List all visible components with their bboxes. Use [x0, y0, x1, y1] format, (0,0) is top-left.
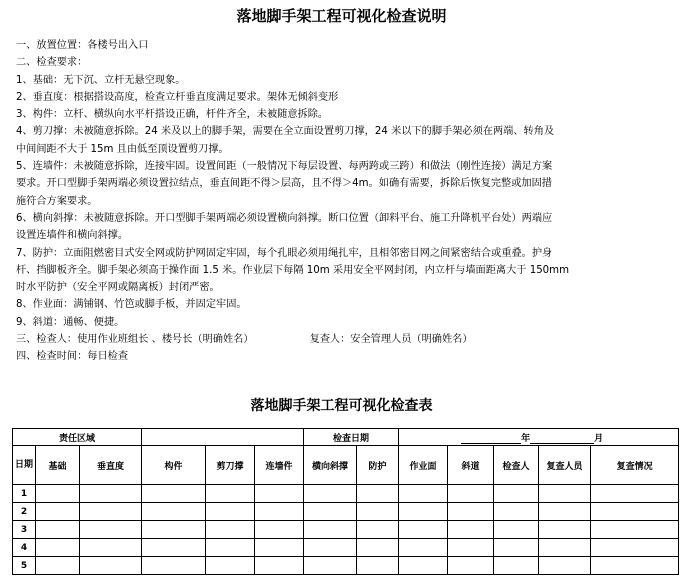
- table-cell[interactable]: [494, 539, 539, 557]
- table-cell[interactable]: [255, 557, 304, 575]
- column-header-row: [13, 446, 679, 485]
- column-header: 复查人员: [539, 446, 591, 485]
- text-line: 8、作业面：满铺钢、竹笆或脚手板，并固定牢固。: [16, 299, 247, 311]
- table-cell[interactable]: [448, 503, 494, 521]
- table-cell[interactable]: [494, 503, 539, 521]
- text-line: 中间间距不大于 15m 且由低至顶设置剪刀撑。: [16, 143, 229, 155]
- column-header: 防护: [357, 446, 399, 485]
- table-cell[interactable]: [591, 539, 679, 557]
- column-header: 斜道: [448, 446, 494, 485]
- table-cell[interactable]: [591, 557, 679, 575]
- year-blank[interactable]: [461, 433, 521, 444]
- table-cell[interactable]: [36, 539, 80, 557]
- date-label: 检查日期: [304, 429, 399, 446]
- table-cell[interactable]: [206, 503, 255, 521]
- text-line: 施符合方案要求。: [16, 195, 98, 207]
- table-cell[interactable]: [357, 503, 399, 521]
- table-row: [13, 521, 679, 539]
- text-line: 设置连墙件和横向斜撑。: [16, 230, 129, 242]
- table-cell[interactable]: [255, 485, 304, 503]
- table-cell[interactable]: [357, 485, 399, 503]
- area-label: 责任区域: [13, 429, 142, 446]
- column-header: 横向斜撑: [304, 446, 357, 485]
- inspection-table: [12, 428, 679, 575]
- table-cell[interactable]: [255, 521, 304, 539]
- table-cell[interactable]: [399, 503, 448, 521]
- table-cell[interactable]: [304, 521, 357, 539]
- table-row: [13, 503, 679, 521]
- table-cell[interactable]: [255, 539, 304, 557]
- table-cell[interactable]: [142, 485, 206, 503]
- column-header: 检查人: [494, 446, 539, 485]
- table-cell[interactable]: [80, 503, 142, 521]
- inspector-text: 三、检查人：使用作业班组长 、楼号长（明确姓名）: [16, 334, 254, 346]
- table-cell[interactable]: [142, 539, 206, 557]
- column-header: 构件: [142, 446, 206, 485]
- table-cell[interactable]: [206, 539, 255, 557]
- day-header: 日期: [13, 446, 36, 485]
- table-cell[interactable]: [142, 521, 206, 539]
- table-cell[interactable]: [36, 557, 80, 575]
- table-cell[interactable]: [357, 539, 399, 557]
- column-header: 复查情况: [591, 446, 679, 485]
- table-cell[interactable]: [357, 557, 399, 575]
- column-header: 剪刀撑: [206, 446, 255, 485]
- table-cell[interactable]: [539, 557, 591, 575]
- text-line: 2、垂直度：根据搭设高度，检查立杆垂直度满足要求。架体无倾斜变形: [16, 91, 339, 103]
- table-cell[interactable]: [80, 485, 142, 503]
- text-line: 4、剪刀撑：未被随意拆除。24 米及以上的脚手架，需要在全立面设置剪刀撑，24 米以下的脚手架必须在两端、转角及: [16, 126, 555, 138]
- instruction-text: [16, 37, 676, 366]
- table-cell[interactable]: [357, 521, 399, 539]
- table-row: [13, 539, 679, 557]
- text-line: 杆、挡脚板齐全。脚手架必须高于操作面 1.5 米。作业层下每隔 10m 采用安全平网封闭，内立杆与墙面距离大于 150mm: [16, 264, 570, 276]
- text-line: 时水平防护（安全平网或隔离板）封闭严密。: [16, 282, 220, 294]
- table-cell[interactable]: [206, 521, 255, 539]
- table-cell[interactable]: [448, 557, 494, 575]
- table-cell[interactable]: [255, 503, 304, 521]
- row-number: 1: [13, 485, 36, 503]
- table-cell[interactable]: [36, 521, 80, 539]
- text-line: 1、基础：无下沉、立杆无悬空现象。: [16, 74, 186, 86]
- table-cell[interactable]: [539, 503, 591, 521]
- text-line: 要求。开口型脚手架两端必须设置拉结点，垂直间距不得＞层高，且不得＞4m。如确有需要，拆除后恢复完整或加固措: [16, 178, 552, 190]
- text-line: 5、连墙件：未被随意拆除，连接牢固。设置间距（一般情况下每层设置、每两跨或三跨）和做法（刚性连接）满足方案: [16, 161, 553, 173]
- table-cell[interactable]: [539, 539, 591, 557]
- table-cell[interactable]: [142, 557, 206, 575]
- month-blank[interactable]: [530, 433, 594, 444]
- row-number: 5: [13, 557, 36, 575]
- table-cell[interactable]: [36, 503, 80, 521]
- table-cell[interactable]: [539, 485, 591, 503]
- month-label: 月: [594, 433, 604, 444]
- table-cell[interactable]: [399, 485, 448, 503]
- table-cell[interactable]: [304, 485, 357, 503]
- inspector-reviewer-line: [16, 331, 676, 348]
- table-cell[interactable]: [80, 557, 142, 575]
- text-line: 6、横向斜撑：未被随意拆除。开口型脚手架两端必须设置横向斜撑。断口位置（卸料平台、施工升降机平台处）两端应: [16, 212, 553, 224]
- table-cell[interactable]: [539, 521, 591, 539]
- text-line: 3、构件：立杆、横纵向水平杆搭设正确，杆件齐全，未被随意拆除。: [16, 109, 329, 121]
- table-cell[interactable]: [206, 557, 255, 575]
- table-cell[interactable]: [494, 557, 539, 575]
- table-cell[interactable]: [142, 503, 206, 521]
- text-line: 7、防护：立面阻燃密目式安全网或防护网固定牢固，每个孔眼必须用绳扎牢，且相邻密目网之间紧密结合或重叠。护身: [16, 247, 553, 259]
- table-cell[interactable]: [80, 521, 142, 539]
- text-line: 一、放置位置：各楼号出入口: [16, 40, 149, 51]
- table-row: [13, 485, 679, 503]
- column-header: 连墙件: [255, 446, 304, 485]
- area-value-cell[interactable]: [142, 429, 304, 446]
- table-cell[interactable]: [80, 539, 142, 557]
- table-cell[interactable]: [591, 503, 679, 521]
- row-number: 4: [13, 539, 36, 557]
- table-cell[interactable]: [448, 521, 494, 539]
- table-cell[interactable]: [494, 485, 539, 503]
- row-number: 3: [13, 521, 36, 539]
- table-cell[interactable]: [399, 557, 448, 575]
- column-header: 垂直度: [80, 446, 142, 485]
- table-cell[interactable]: [399, 521, 448, 539]
- column-header: 作业面: [399, 446, 448, 485]
- table-cell[interactable]: [591, 521, 679, 539]
- table-cell[interactable]: [448, 539, 494, 557]
- table-cell[interactable]: [304, 539, 357, 557]
- table-cell[interactable]: [448, 485, 494, 503]
- inspection-time-line: 四、检查时间：每日检查: [16, 351, 129, 363]
- column-header: 基础: [36, 446, 80, 485]
- table-cell[interactable]: [591, 485, 679, 503]
- table-cell[interactable]: [36, 485, 80, 503]
- table-cell[interactable]: [304, 557, 357, 575]
- table-cell[interactable]: [206, 485, 255, 503]
- table-row: [13, 557, 679, 575]
- table-title: 落地脚手架工程可视化检查表: [250, 398, 433, 414]
- table-cell[interactable]: [494, 521, 539, 539]
- row-number: 2: [13, 503, 36, 521]
- table-header-row: [13, 429, 679, 446]
- table-cell[interactable]: [399, 539, 448, 557]
- text-line: 9、斜道：通畅、便捷。: [16, 316, 125, 328]
- text-line: 二、检查要求：: [16, 57, 88, 69]
- date-value-cell[interactable]: [399, 429, 679, 446]
- year-label: 年: [521, 433, 531, 444]
- reviewer-text: 复查人：安全管理人员（明确姓名）: [309, 334, 473, 346]
- table-cell[interactable]: [304, 503, 357, 521]
- document-title: 落地脚手架工程可视化检查说明: [236, 7, 447, 25]
